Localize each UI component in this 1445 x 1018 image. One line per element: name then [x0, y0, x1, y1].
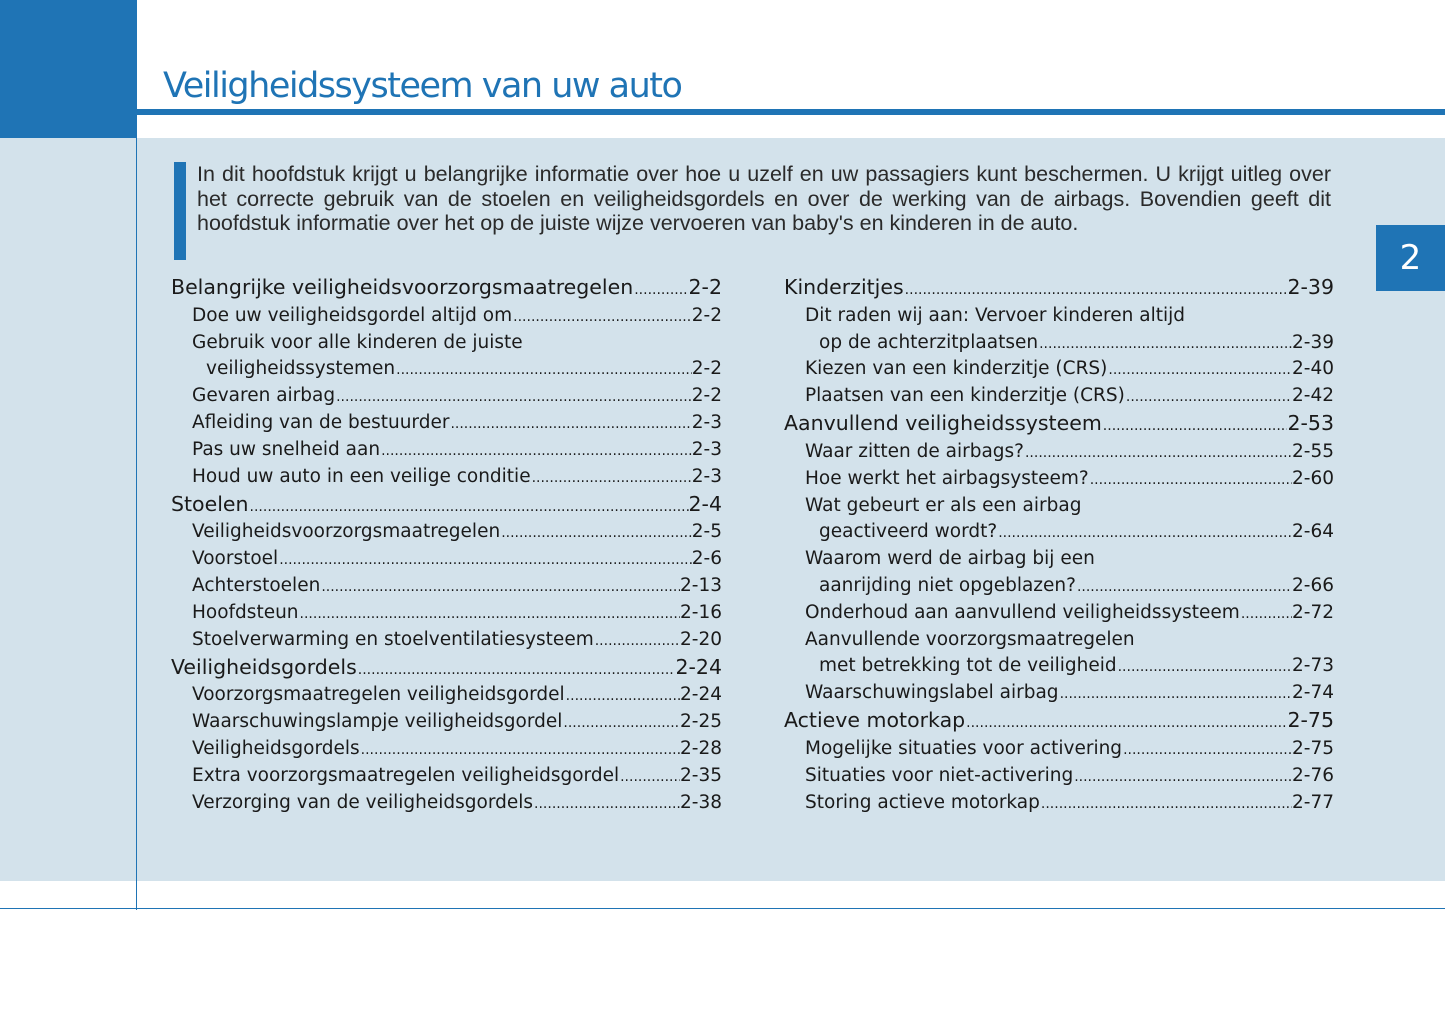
toc-entry[interactable] — [171, 460, 722, 487]
toc-section-entry[interactable] — [784, 270, 1334, 299]
toc-entry-title: veiligheidssystemen — [206, 358, 396, 380]
toc-entry — [784, 489, 1334, 516]
toc-entry-title: Waarschuwingslabel airbag — [805, 682, 1059, 704]
toc-entry-title: Stoelverwarming en stoelventilatiesysteem — [192, 628, 594, 650]
toc-page-number: 2-39 — [1287, 275, 1334, 299]
toc-entry[interactable] — [171, 623, 722, 650]
toc-leader-dots — [1240, 602, 1292, 623]
toc-entry[interactable] — [784, 676, 1334, 703]
toc-leader-dots — [299, 602, 680, 623]
toc-leader-dots — [565, 684, 680, 705]
toc-page-number: 2-60 — [1292, 467, 1334, 489]
toc-entry-title: Extra voorzorgsmaatregelen veiligheidsgordel — [192, 764, 620, 786]
toc-leader-dots — [594, 629, 680, 650]
toc-column-left — [171, 270, 722, 813]
toc-entry-title: Waarom werd de airbag bij een — [805, 548, 1095, 570]
toc-leader-dots — [965, 708, 1287, 732]
toc-entry-title: Situaties voor niet-activering — [805, 764, 1074, 786]
toc-entry[interactable] — [784, 596, 1334, 623]
toc-section-entry[interactable] — [171, 270, 722, 299]
toc-leader-dots — [1076, 575, 1292, 596]
toc-entry-title: Storing actieve motorkap — [805, 791, 1040, 813]
toc-page-number: 2-40 — [1292, 358, 1334, 380]
toc-section-entry[interactable] — [171, 487, 722, 516]
toc-entry-title: aanrijding niet opgeblazen? — [819, 574, 1076, 596]
toc-page-number: 2-2 — [691, 304, 722, 326]
toc-page-number: 2-25 — [680, 711, 722, 733]
toc-leader-dots — [562, 711, 680, 732]
toc-leader-dots — [1059, 682, 1292, 703]
toc-entry[interactable] — [171, 379, 722, 406]
toc-page-number: 2-39 — [1292, 331, 1334, 353]
title-rule — [137, 109, 1445, 115]
toc-leader-dots — [360, 738, 680, 759]
chapter-tab[interactable]: 2 — [1376, 225, 1445, 291]
toc-leader-dots — [335, 385, 692, 406]
toc-leader-dots — [1125, 385, 1292, 406]
toc-entry — [784, 623, 1334, 650]
toc-entry[interactable] — [171, 353, 722, 380]
toc-page-number: 2-38 — [680, 791, 722, 813]
toc-entry-title: Aanvullende voorzorgsmaatregelen — [805, 628, 1135, 650]
toc-entry-title: Pas uw snelheid aan — [192, 438, 381, 460]
toc-entry — [784, 542, 1334, 569]
toc-entry[interactable] — [171, 406, 722, 433]
toc-leader-dots — [1040, 792, 1292, 813]
toc-page-number: 2-16 — [680, 601, 722, 623]
toc-entry[interactable] — [784, 786, 1334, 813]
toc-entry-title: Hoe werkt het airbagsysteem? — [805, 467, 1089, 489]
toc-leader-dots — [500, 521, 692, 542]
toc-leader-dots — [1102, 411, 1288, 435]
toc-leader-dots — [320, 575, 680, 596]
toc-page-number: 2-72 — [1292, 601, 1334, 623]
toc-entry — [171, 326, 722, 353]
toc-entry-title: Kinderzitjes — [784, 275, 904, 299]
toc-entry — [784, 299, 1334, 326]
toc-entry-title: Mogelijke situaties voor activering — [805, 737, 1123, 759]
toc-page-number: 2-24 — [675, 654, 722, 679]
toc-page-number: 2-24 — [680, 684, 722, 706]
toc-page-number: 2-77 — [1292, 791, 1334, 813]
toc-entry-title: Houd uw auto in een veilige conditie — [192, 465, 531, 487]
toc-page-number: 2-53 — [1287, 411, 1334, 436]
toc-entry-title: Verzorging van de veiligheidsgordels — [192, 791, 534, 813]
toc-leader-dots — [1107, 358, 1292, 379]
toc-entry[interactable] — [171, 569, 722, 596]
toc-entry[interactable] — [784, 569, 1334, 596]
toc-entry-title: Wat gebeurt er als een airbag — [805, 494, 1082, 516]
toc-entry-title: Onderhoud aan aanvullend veiligheidssysteem — [805, 601, 1240, 623]
toc-leader-dots — [531, 466, 692, 487]
toc-entry[interactable] — [171, 732, 722, 759]
toc-page-number: 2-75 — [1292, 737, 1334, 759]
toc-entry-title: Gevaren airbag — [192, 385, 336, 407]
toc-page-number: 2-64 — [1292, 521, 1334, 543]
bottom-rule — [0, 908, 1445, 909]
toc-leader-dots — [633, 275, 688, 299]
toc-page-number: 2-42 — [1292, 385, 1334, 407]
toc-section-entry[interactable] — [171, 650, 722, 679]
toc-entry[interactable] — [171, 679, 722, 706]
toc-entry[interactable] — [784, 353, 1334, 380]
toc-page-number: 2-28 — [680, 737, 722, 759]
toc-entry[interactable] — [171, 516, 722, 543]
toc-entry-title: Waarschuwingslampje veiligheidsgordel — [192, 711, 563, 733]
toc-leader-dots — [619, 765, 680, 786]
toc-entry[interactable] — [171, 786, 722, 813]
toc-entry-title: Hoofdsteun — [192, 601, 299, 623]
toc-page-number: 2-55 — [1292, 440, 1334, 462]
toc-leader-dots — [1038, 332, 1292, 353]
toc-entry-title: Gebruik voor alle kinderen de juiste — [192, 331, 523, 353]
toc-leader-dots — [1117, 655, 1292, 676]
toc-leader-dots — [1122, 738, 1292, 759]
toc-entry[interactable] — [171, 759, 722, 786]
toc-entry[interactable] — [784, 650, 1334, 677]
toc-page-number: 2-35 — [680, 764, 722, 786]
toc-entry-title: Voorstoel — [192, 548, 279, 570]
toc-section-entry[interactable] — [784, 703, 1334, 732]
toc-page-number: 2-4 — [688, 491, 722, 516]
toc-column-right — [784, 270, 1334, 813]
toc-page-number: 2-13 — [680, 574, 722, 596]
toc-entry-title: Dit raden wij aan: Vervoer kinderen altijd — [805, 304, 1185, 326]
toc-entry-title: Veiligheidsvoorzorgsmaatregelen — [192, 521, 501, 543]
toc-entry[interactable] — [784, 516, 1334, 543]
toc-entry[interactable] — [171, 542, 722, 569]
toc-entry-title: Kiezen van een kinderzitje (CRS) — [805, 358, 1108, 380]
intro-paragraph: In dit hoofdstuk krijgt u belangrijke informatie over hoe u uzelf en uw passagiers kunt beschermen. U krijgt uitleg over het correcte gebruik van de stoelen en veiligheidsgordels en over de werking van de airbags. Bovendien geeft dit hoofdstuk informatie over het op de juiste wijze vervoeren van baby's en kinderen in de auto. — [197, 162, 1331, 235]
toc-page-number: 2-3 — [691, 411, 722, 433]
toc-leader-dots — [1089, 468, 1292, 489]
toc-entry-title: Veiligheidsgordels — [192, 737, 360, 759]
toc-entry[interactable] — [171, 596, 722, 623]
toc-leader-dots — [1073, 765, 1292, 786]
toc-entry[interactable] — [784, 462, 1334, 489]
toc-section-entry[interactable] — [784, 406, 1334, 435]
toc-page-number: 2-73 — [1292, 655, 1334, 677]
page-title: Veiligheidssysteem van uw auto — [163, 66, 682, 106]
toc-leader-dots — [512, 305, 692, 326]
toc-leader-dots — [278, 548, 692, 569]
toc-entry-title: Plaatsen van een kinderzitje (CRS) — [805, 385, 1125, 407]
toc-entry[interactable] — [171, 299, 722, 326]
toc-leader-dots — [1024, 441, 1292, 462]
toc-page-number: 2-6 — [691, 548, 722, 570]
toc-page-number: 2-3 — [691, 465, 722, 487]
toc-entry[interactable] — [784, 326, 1334, 353]
toc-page-number: 2-76 — [1292, 764, 1334, 786]
toc-entry-title: op de achterzitplaatsen — [819, 331, 1039, 353]
toc-page-number: 2-3 — [691, 438, 722, 460]
toc-entry[interactable] — [171, 705, 722, 732]
toc-page-number: 2-5 — [691, 521, 722, 543]
margin-line — [136, 138, 137, 910]
intro-accent-bar — [174, 162, 186, 260]
toc-page-number: 2-20 — [680, 628, 722, 650]
toc-entry-title: geactiveerd wordt? — [819, 521, 998, 543]
corner-block — [0, 0, 137, 138]
toc-leader-dots — [997, 521, 1292, 542]
toc-page-number: 2-2 — [691, 385, 722, 407]
toc-entry[interactable] — [784, 379, 1334, 406]
toc-leader-dots — [533, 792, 680, 813]
toc-leader-dots — [395, 358, 692, 379]
toc-entry[interactable] — [784, 732, 1334, 759]
toc-leader-dots — [904, 275, 1288, 299]
toc-entry-title: met betrekking tot de veiligheid — [819, 655, 1117, 677]
toc-entry-title: Achterstoelen — [192, 574, 321, 596]
toc-entry-title: Voorzorgsmaatregelen veiligheidsgordel — [192, 684, 565, 706]
toc-leader-dots — [449, 412, 691, 433]
toc-page-number: 2-74 — [1292, 682, 1334, 704]
toc-entry-title: Afleiding van de bestuurder — [192, 411, 450, 433]
toc-entry-title: Doe uw veiligheidsgordel altijd om — [192, 304, 513, 326]
toc-leader-dots — [249, 492, 689, 516]
toc-entry-title: Belangrijke veiligheidsvoorzorgsmaatregelen — [171, 275, 634, 299]
toc-entry-title: Waar zitten de airbags? — [805, 440, 1024, 462]
toc-page-number: 2-2 — [688, 275, 722, 299]
toc-leader-dots — [380, 439, 692, 460]
toc-entry-title: Stoelen — [171, 491, 249, 516]
toc-page-number: 2-2 — [691, 358, 722, 380]
toc-page-number: 2-75 — [1287, 708, 1334, 733]
toc-entry[interactable] — [171, 433, 722, 460]
toc-leader-dots — [357, 655, 676, 679]
toc-entry-title: Veiligheidsgordels — [171, 654, 357, 679]
toc-entry-title: Aanvullend veiligheidssysteem — [784, 411, 1102, 436]
toc-entry[interactable] — [784, 759, 1334, 786]
toc-entry-title: Actieve motorkap — [784, 708, 966, 733]
toc-entry[interactable] — [784, 435, 1334, 462]
toc-page-number: 2-66 — [1292, 574, 1334, 596]
